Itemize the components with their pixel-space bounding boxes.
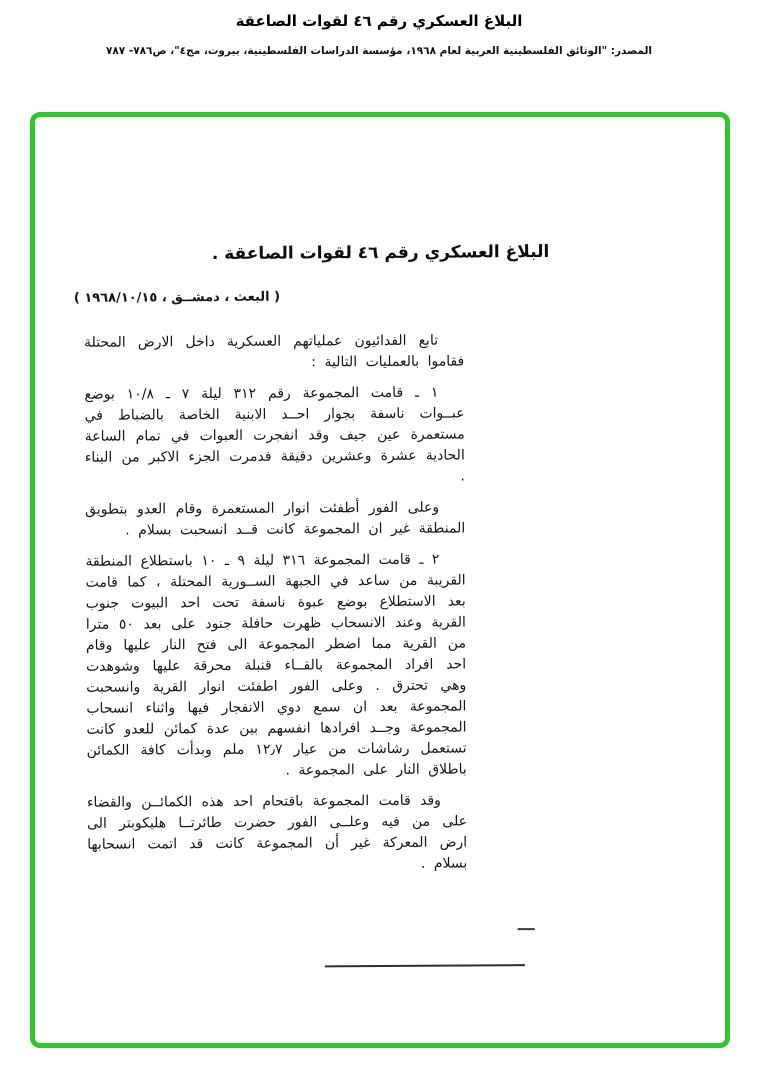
scanned-document [33,115,729,1045]
paragraph-operation-2: ٢ ـ قامت المجموعة ٣١٦ ليلة ٩ ـ ١٠ باستطلاع المنطقة القريبة من ساعد في الجبهة الســورية المحتلة ، كما قامت بعد الاستطلاع بوضع عبوة ناسفة تحت احد البيوت جنوب القرية وعند الانسحاب ظهرت حافلة جنود على بعد ٥٠ مترا من القرية مما اضطر المجموعة الى فتح النار عليها وقام احد افراد المجموعة بالقــاء قنبلة محرقة عليها وشوهدت وهي تحترق . وعلى الفور اطفئت انوار القرية وانسحبت المجموعة بعد ان سمع دوي الانفجار فيها واثناء انسحاب المجموعة وجــد افرادها انفسهم بين عدة كمائن للعدو كانت تستعمل رشاشات من عيار ١٢٫٧ ملم وبدأت كافة الكمائن باطلاق النار على المجموعة . [85,551,467,779]
paragraph-operation-2-followup: وقد قامت المجموعة باقتحام احد هذه الكمائــن والقضاء على من فيه وعلــى الفور حضرت طائرتــا هليكوبتر الى ارض المعركة غير أن المجموعة كانت قد اتمت انسحابها بسلام . [86,792,468,872]
document-body [84,330,467,886]
scan-frame [30,112,730,1048]
page-header [0,12,758,57]
paragraph-operation-1: ١ ـ قامت المجموعة رقم ٣١٢ ليلة ٧ ـ ١٠/٨ بوضع عبــوات ناسفة بجوار احــد الابنية الخاصة بالضباط في مستعمرة عين جيف وقد انفجرت العبوات في تمام الساعة الحادية عشرة وعشرين دقيقة فدمرت الجزء الاكبر من البناء . [84,384,465,485]
stray-mark [518,928,535,930]
footnote-rule [325,964,525,967]
document-title: البلاغ العسكري رقم ٤٦ لقوات الصاعقة . [211,241,550,265]
source-line: المصدر: "الوثائق الفلسطينية العربية لعام ١٩٦٨، مؤسسة الدراسات الفلسطينية، بيروت، مج٤"، ص٧٨٦- ٧٨٧ [105,45,653,57]
paragraph-intro: تابع الفدائيون عملياتهم العسكرية داخل الارض المحتلة فقاموا بالعمليات التالية : [84,332,465,371]
document-dateline: ( البعث ، دمشــق ، ١٩٦٨/١٠/١٥ ) [73,289,281,306]
page-title: البلاغ العسكري رقم ٤٦ لقوات الصاعقة [235,12,523,30]
paragraph-operation-1-followup: وعلى الفور أطفئت انوار المستعمرة وقام العدو بتطويق المنطقة غير ان المجموعة كانت قــد انسحبت بسلام . [85,499,466,539]
